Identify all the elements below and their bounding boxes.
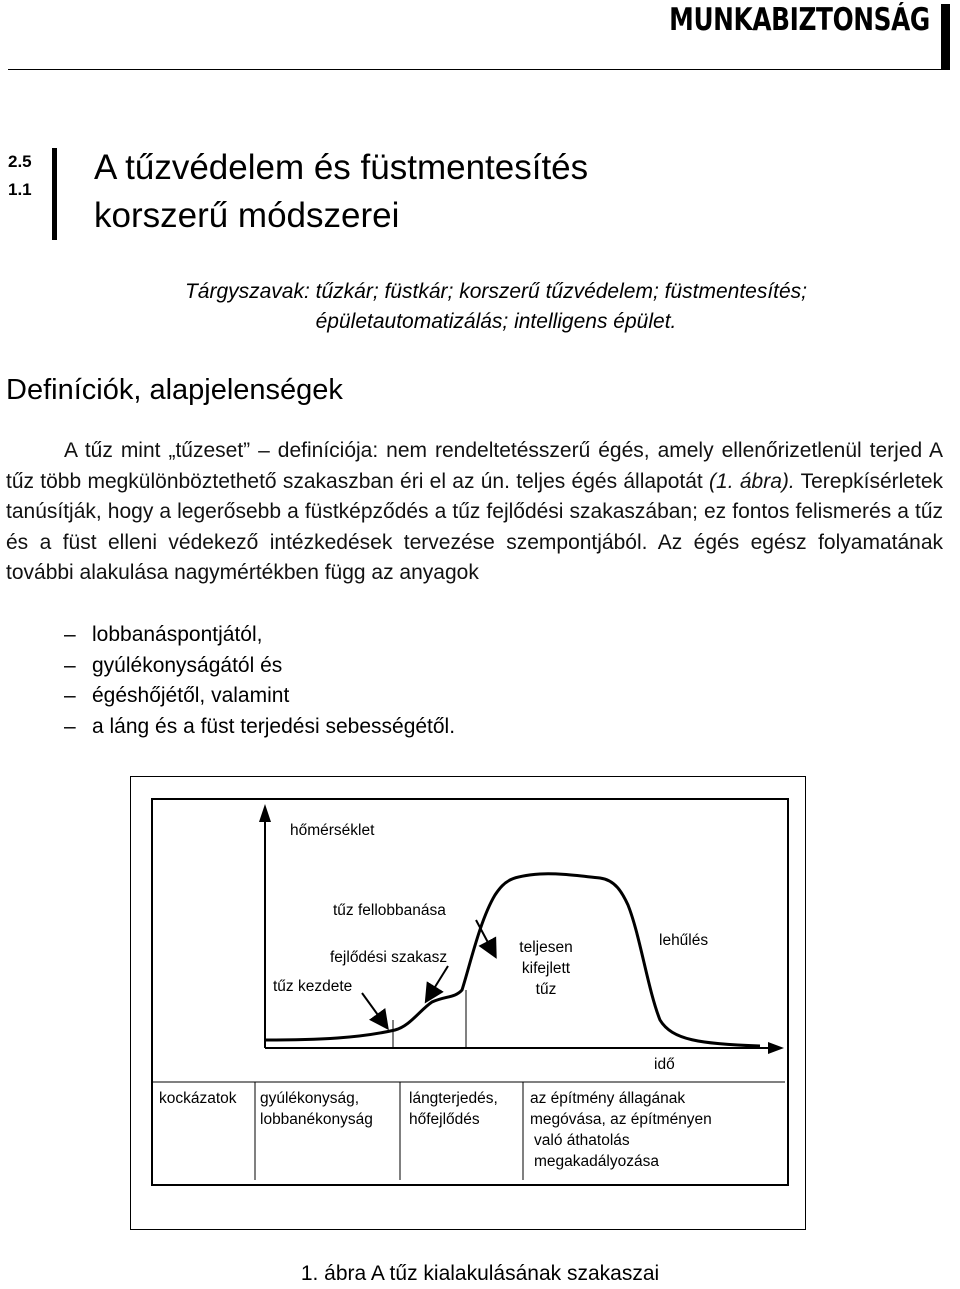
risk-col1 (260, 1088, 373, 1130)
risk-col2-line1: lángterjedés, (409, 1090, 498, 1107)
list-dash: – (64, 623, 76, 646)
list-item-text: a láng és a füst terjedési sebességétől. (92, 714, 456, 738)
subheading: Definíciók, alapjelenségek (6, 374, 343, 406)
development-pointer-arrow (430, 966, 448, 995)
paragraph-part1: A tűz mint „tűzeset” – definíciója: nem rendeltetésszerű égés, amely ellenőrizetlenül terjed A tűz több megkülönböztethető szakaszban éri el az ún. teljes égés állapotát (6, 439, 943, 493)
flashover-label: tűz fellobbanása (333, 902, 446, 919)
cooling-label: lehűlés (659, 932, 709, 949)
development-label: fejlődési szakasz (330, 949, 448, 966)
risk-col3 (530, 1088, 712, 1172)
x-axis-arrow-icon (768, 1042, 784, 1054)
list-dash: – (64, 684, 76, 707)
risk-col3-line4: megakadályozása (534, 1153, 659, 1170)
risk-col3-line2: megóvása, az építményen (530, 1111, 712, 1128)
section-number-line2: 1.1 (8, 180, 32, 199)
risk-head: kockázatok (159, 1090, 237, 1107)
list-dash: – (64, 714, 76, 738)
full-fire-label (505, 937, 587, 1000)
running-header-title: MUNKABIZTONSÁG (669, 2, 930, 38)
risk-col2-line2: hőfejlődés (409, 1111, 480, 1128)
y-axis-label: hőmérséklet (290, 822, 375, 839)
risk-col1-line2: lobbanékonyság (260, 1111, 373, 1128)
full-fire-line2: kifejlett (521, 960, 571, 977)
x-axis-label: idő (654, 1056, 675, 1073)
risk-col3-line1: az építmény állagának (530, 1090, 686, 1107)
start-pointer-arrow (362, 993, 383, 1022)
start-label: tűz kezdete (273, 978, 353, 995)
list-dash: – (64, 653, 76, 677)
risk-col2 (409, 1088, 498, 1130)
list-item-text: lobbanáspontjától, (92, 623, 263, 646)
risk-col3-line3: való áthatolás (534, 1132, 630, 1149)
section-title-line1: A tűzvédelem és füstmentesítés (94, 148, 589, 187)
risk-col1-line1: gyúlékonyság, (260, 1090, 360, 1107)
y-axis-arrow-icon (259, 804, 271, 822)
paragraph-part2: Terepkísérletek tanúsítják, hogy a legerősebb a füstképződés a tűz fejlődési szakaszában; ez fontos felismerés a tűz és a füst elleni védekező intézkedések tervezése szempontjából. Az égés egész folyamatának további alakulása nagymértékben függ az anyagok (6, 469, 944, 584)
keywords-line2: épületautomatizálás; intelligens épület. (315, 310, 677, 333)
list-item-text: gyúlékonyságától és (92, 653, 283, 677)
keywords-line1: Tárgyszavak: tűzkár; füstkár; korszerű tűzvédelem; füstmentesítés; (184, 280, 808, 303)
section-number-line1: 2.5 (8, 152, 32, 171)
list-item-text: égéshőjétől, valamint (92, 684, 290, 707)
section-title-line2: korszerű módszerei (94, 196, 400, 235)
full-fire-line1: teljesen (519, 939, 573, 956)
full-fire-line3: tűz (535, 981, 557, 998)
figure-caption: 1. ábra A tűz kialakulásának szakaszai (300, 1262, 660, 1285)
figure-reference: (1. ábra). (709, 469, 795, 493)
